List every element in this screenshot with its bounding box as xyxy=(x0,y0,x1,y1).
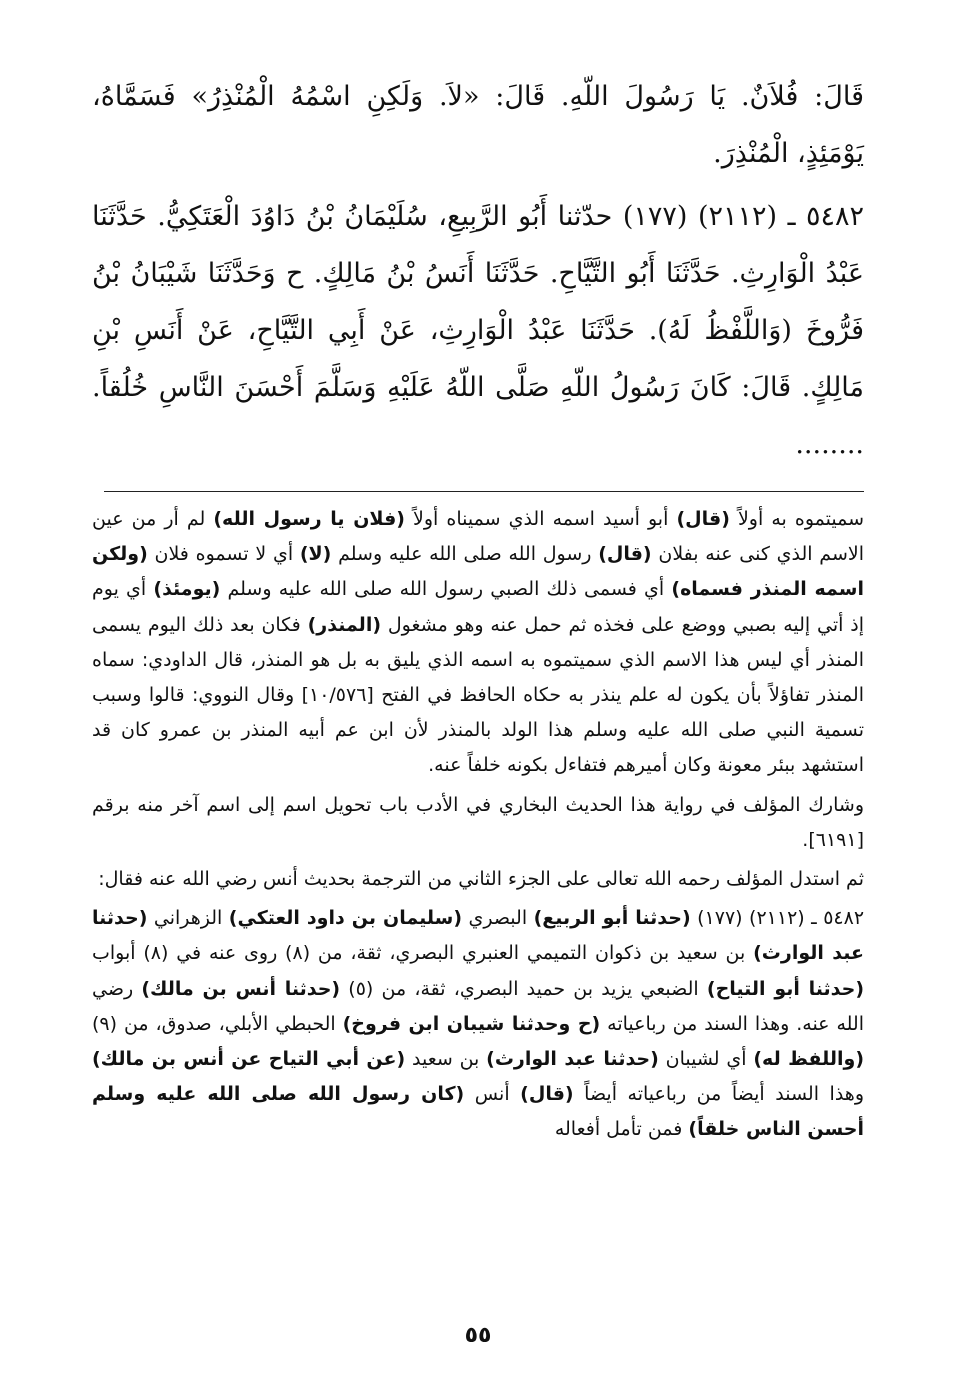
text-run: البصري xyxy=(462,907,534,930)
hadith-paragraph-2: ٥٤٨٢ ـ (٢١١٢) (١٧٧) حدّثنا أَبُو الرَّبِيعِ، سُلَيْمَانُ بْنُ دَاوُدَ الْعَتَكِيُّ. حَدَّثَنَا عَبْدُ الْوَارِثِ. حَدَّثَنَا أَبُو التَّيَّاحِ. حَدَّثَنَا أَنَسُ بْنُ مَالِكٍ. ح وَحَدَّثَنَا شَيْبَانُ بْنُ فَرُّوخَ (وَاللَّفْظُ لَهُ). حَدَّثَنَا عَبْدُ الْوَارِثِ، عَنْ أَبِي التَّيَّاحِ، عَنْ أَنَسِ بْنِ مَالِكٍ. قَالَ: كَانَ رَسُولُ اللّهِ صَلَّى اللّهُ عَلَيْهِ وَسَلَّمَ أَحْسَنَ النَّاسِ خُلُقاً. ........ xyxy=(92,201,865,460)
text-run: بن سعيد xyxy=(405,1048,487,1071)
text-run: فمن تأمل أفعاله xyxy=(554,1118,689,1141)
bold-quote: (قال) xyxy=(598,543,652,566)
text-run: أي لا تسموه فلان xyxy=(147,543,300,566)
commentary-paragraph-2: وشارك المؤلف في رواية هذا الحديث البخاري في الأدب باب تحويل اسم إلى اسم آخر منه برقم [٦١٩١]. xyxy=(92,793,864,851)
hadith-text xyxy=(92,68,864,473)
text-run: الضبعي يزيد بن حميد البصري، ثقة، من (٥) xyxy=(340,977,707,1000)
bold-quote: (يومئذ) xyxy=(153,578,221,601)
page-number: ٥٥ xyxy=(464,1323,492,1348)
text-run: لم أر من عين الاسم الذي كنى عنه بفلان xyxy=(92,508,864,566)
bold-quote: (قال) xyxy=(520,1083,574,1106)
bold-quote: (واللفظ له) xyxy=(753,1048,865,1071)
text-run: بن سعيد بن ذكوان التميمي العنبري البصري، ثقة، من (٨) روى عنه في (٨) أبواب xyxy=(92,942,754,965)
bold-quote: (ولكن اسمه المنذر فسماه) xyxy=(92,543,864,601)
bold-quote: (سليمان بن داود العتكي) xyxy=(228,907,463,930)
text-run: أبو أسيد اسمه الذي سميناه أولاً xyxy=(404,508,677,530)
text-run: ٥٤٨٢ ـ (٢١١٢) (١٧٧) xyxy=(690,907,865,930)
text-run: أنس xyxy=(464,1083,521,1106)
bold-quote: (حدثنا عبد الوارث) xyxy=(92,907,864,965)
bold-quote: (حدثنا أنس بن مالك) xyxy=(141,977,341,1000)
bold-quote: (كان رسول الله صلى الله عليه وسلم أحسن الناس خلقاً) xyxy=(92,1083,864,1141)
commentary-text xyxy=(92,502,864,1148)
commentary-paragraph-4 xyxy=(92,901,864,1147)
footnote-divider xyxy=(104,491,864,492)
bold-quote: (المنذر) xyxy=(307,613,382,636)
text-run: فكان بعد ذلك اليوم يسمى المنذر أي ليس هذا الاسم الذي سميتموه به اسمه الذي يليق به بل هو المنذر، قال الداودي: سماه المنذر تفاؤلاً بأن يكون له علم ينذر به حكاه الحافظ في الفتح [١٠/٥٧٦] وقال النووي: قالوا وسبب تسمية النبي صلى الله عليه وسلم هذا الولد بالمنذر لأن ابن عم أبيه المنذر بن عمرو كان قد استشهد ببئر معونة وكان أميرهم فتفاءل بكونه خلفاً عنه. xyxy=(92,613,864,777)
bold-quote: (حدثنا أبو التياح) xyxy=(706,977,865,1000)
text-run: أي لشيبان xyxy=(658,1048,754,1071)
commentary-paragraph-1 xyxy=(92,502,864,784)
text-run: الزهراني xyxy=(147,907,229,930)
text-run: أي يوم إذ أتي إليه بصبي ووضع على فخذه ثم حمل عنه وهو مشغول xyxy=(92,578,864,636)
text-run: سميتموه به أولاً xyxy=(729,508,864,530)
text-run: الحبطي الأبلي، صدوق، من (٩) xyxy=(92,1012,343,1035)
bold-quote: (حدثنا عبد الوارث) xyxy=(486,1048,659,1071)
bold-quote: (ح وحدثنا شيبان ابن فروخ) xyxy=(342,1012,601,1035)
bold-quote: (قال) xyxy=(676,508,730,530)
text-run: رضي الله عنه. وهذا السند من رباعياته xyxy=(92,977,864,1035)
bold-quote: (فلان يا رسول الله) xyxy=(213,508,405,530)
book-page xyxy=(92,68,865,1348)
bold-quote: (عن أبي التياح عن أنس بن مالك) xyxy=(92,1048,406,1071)
hadith-paragraph-1: قَالَ: فُلاَنٌ. يَا رَسُولَ اللّهِ. قَالَ: «لاَ. وَلَكِنِ اسْمُهُ الْمُنْذِرُ» فَسَمَّاهُ، يَوْمَئِذٍ، الْمُنْذِرَ. xyxy=(92,81,864,169)
text-run: وهذا السند أيضاً من رباعياته أيضاً xyxy=(573,1083,864,1106)
text-run: رسول الله صلى الله عليه وسلم xyxy=(331,543,599,566)
commentary-paragraph-3: ثم استدل المؤلف رحمه الله تعالى على الجزء الثاني من الترجمة بحديث أنس رضي الله عنه فقال: xyxy=(98,868,864,891)
bold-quote: (لا) xyxy=(299,543,332,566)
bold-quote: (حدثنا أبو الربيع) xyxy=(533,907,691,930)
text-run: أي فسمى ذلك الصبي رسول الله صلى الله عليه وسلم xyxy=(220,578,672,601)
